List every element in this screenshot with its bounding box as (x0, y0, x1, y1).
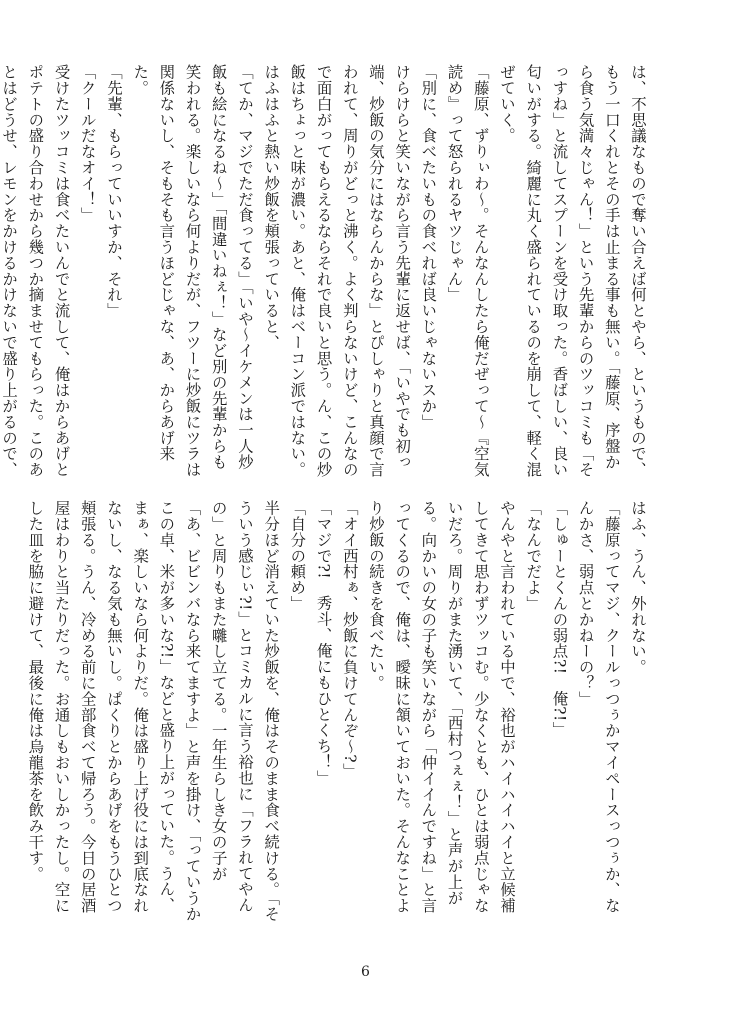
paragraph: 「クールだなオイ！」 (78, 64, 97, 223)
page-number: 6 (361, 964, 370, 980)
upper-text-block (0, 64, 651, 484)
paragraph: 「マジで?! 秀斗、俺にもひとくち！」 (314, 500, 333, 786)
paragraph: けらけらと笑いながら言う先輩に返せば、「いやでも初っ端、炒飯の気分にはならんからな」とぴしゃりと真顔で言われて、周りがどっと沸く。よく判らないけど、こんなので面白がってもらえるならそれで良いと思う。ん、この炒飯はちょっと味が濃い。あと、俺はベーコン派ではない。はふはふと熱い炒飯を頬張っていると、 (262, 64, 412, 478)
paragraph: はふ、うん、外れない。 (629, 500, 647, 675)
lower-text-block (26, 500, 651, 925)
paragraph: は、不思議なもので奪い合えば何とやら、というもので、もう一口くれとその手は止まる事も無い。「藤原、序盤から食う気満々じゃん！」という先輩からのツッコミも「そっすね」と流してスプーンを受け取った。香ばしい、良い匂いがする。綺麗に丸く盛られているのを崩して、軽く混ぜていく。 (497, 64, 647, 478)
paragraph: 「オイ西村ぁ、炒飯に負けてんぞ〜?」 (340, 500, 359, 780)
paragraph: 「てか、マジでただ食ってる」「いや〜イケメンは一人炒飯も絵になるね〜」「間違いねぇ！」など別の先輩からも笑われる。楽しいなら何よりだが、フツーに炒飯にツラは関係ないし、そもそも言うほどじゃな、あ、からあげ来た。 (131, 64, 254, 478)
paragraph: 「自分の頼め」 (288, 500, 307, 612)
paragraph: 受けたツッコミは食べたいんでと流して、俺はからあげとポテトの盛り合わせから幾つか摘ませてもらった。このあとはどうせ、レモンをかけるかけないで盛り上がるので、 (0, 64, 71, 478)
paragraph: 「なんでだよ」 (524, 500, 543, 612)
paragraph: 「しゅーとくんの弱点?! 俺?!」 (550, 500, 569, 738)
paragraph: 半分ほど消えていた炒飯を、俺はそのまま食べ続ける。「そういう感じぃ?!」とコミカルに言う裕也に「フラれてやんの」と周りもまた囃し立てる。一年生らしき女の子が「あ、ビビンバなら来てますよ」と声を掛け、「っていうかこの卓、米が多いな?!」などと盛り上がっていた。うん、まぁ、楽しいなら何よりだ。俺は盛り上げ役には到底なれないし、なる気も無いし。ぱくりとからあげをもうひとつ頬張る。うん、冷める前に全部食べて帰ろう。今日の居酒屋はわりと当たりだった。お通しもおいしかったし。空にした皿を脇に避けて、最後に俺は烏龍茶を飲み干す。 (26, 500, 281, 922)
paragraph: 「藤原、ずりぃわ〜。そんなんしたら俺だぜって〜『空気読め』って怒られるヤツじゃん」 (445, 64, 490, 478)
paragraph: 「別に、食べたいもの食べれば良いじゃないスか」 (419, 64, 438, 430)
paragraph: やんやと言われている中で、裕也がハイハイハイと立候補してきて思わずツッコむ。少なくとも、ひとは弱点じゃないだろ。周りがまた湧いて、「西村つぇぇ！」と声が上がる。向かいの女の子も笑いながら「仲イイんですね」と言ってくるので、俺は、曖昧に頷いておいた。そんなことより炒飯の続きを食べたい。 (366, 500, 516, 914)
paragraph: 「藤原ってマジ、クールっつぅかマイペースっつぅか、なんかさ、弱点とかねーの？」 (576, 500, 621, 914)
paragraph: 「先輩、もらっていいすか、それ」 (104, 64, 123, 319)
